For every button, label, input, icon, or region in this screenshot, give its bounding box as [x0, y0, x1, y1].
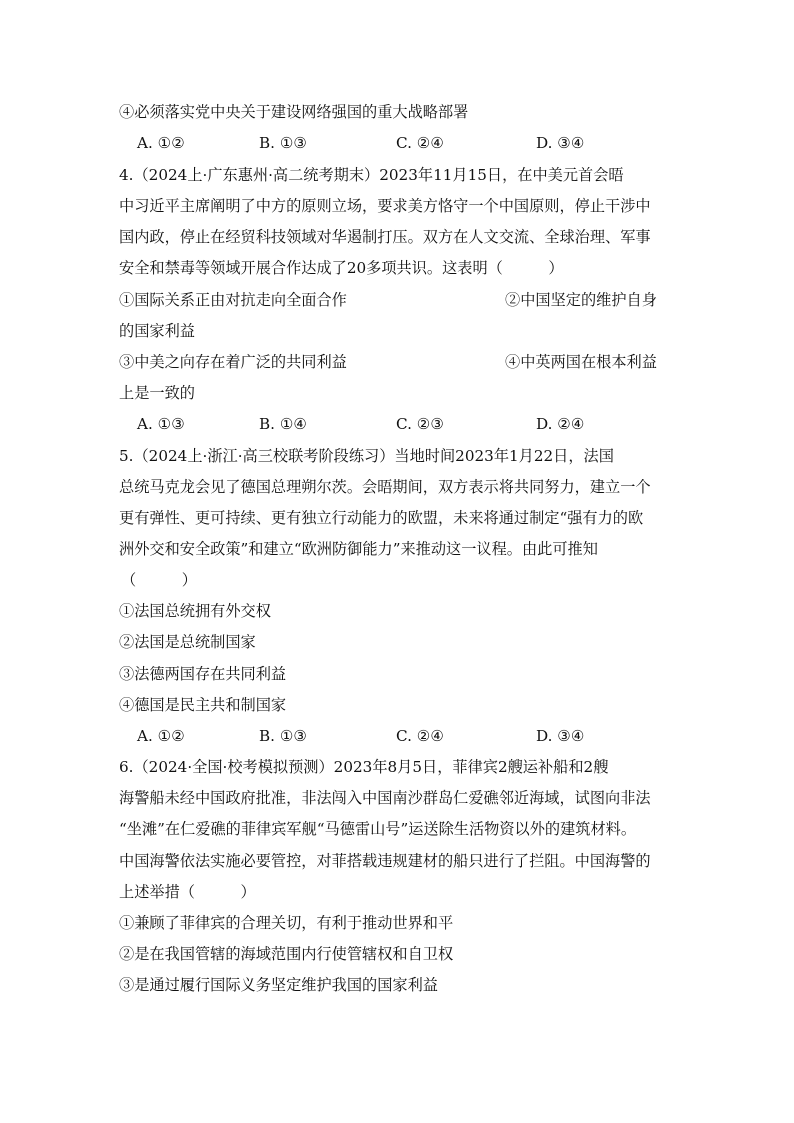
q5-stem-line-2: 总统马克龙会见了德国总理朔尔茨。会晤期间，双方表示将共同努力，建立一个	[119, 478, 651, 496]
q3-choice-b[interactable]: B. ①③	[259, 134, 308, 152]
q3-choice-d[interactable]: D. ③④	[536, 134, 585, 152]
q5-option-3: ③法德两国存在共同利益	[119, 665, 287, 683]
q6-stem-line-1: 6.（2024·全国·校考模拟预测）2023年8月5日，菲律宾2艘运补船和2艘	[119, 758, 609, 776]
q6-stem-line-3: “坐滩”在仁爱礁的菲律宾军舰“马德雷山号”运送除生活物资以外的建筑材料。	[119, 820, 637, 838]
q5-option-2: ②法国是总统制国家	[119, 633, 256, 651]
q5-answer-choices	[137, 726, 697, 746]
q4-stem-line-2: 中习近平主席阐明了中方的原则立场，要求美方恪守一个中国原则，停止干涉中	[119, 197, 651, 215]
q3-option-4: ④必须落实党中央关于建设网络强国的重大战略部署	[119, 103, 469, 121]
q5-choice-c[interactable]: C. ②④	[396, 727, 444, 745]
q4-stem-line-3: 国内政，停止在经贸科技领域对华遏制打压。双方在人文交流、全球治理、军事	[119, 228, 651, 246]
q4-stem-line-4: 安全和禁毒等领域开展合作达成了20多项共识。这表明（ ）	[119, 259, 564, 277]
q4-choice-a[interactable]: A. ①③	[137, 415, 185, 433]
q6-option-2: ②是在我国管辖的海域范围内行使管辖权和自卫权	[119, 945, 454, 963]
q5-choice-b[interactable]: B. ①③	[259, 727, 308, 745]
q5-choice-a[interactable]: A. ①②	[137, 727, 185, 745]
q5-option-1: ①法国总统拥有外交权	[119, 602, 271, 620]
q3-choice-a[interactable]: A. ①②	[137, 134, 185, 152]
q5-stem-line-5: （ ）	[121, 571, 197, 589]
q4-option-4-part-2: 上是一致的	[119, 384, 195, 402]
q5-option-4: ④德国是民主共和制国家	[119, 696, 287, 714]
q3-choice-c[interactable]: C. ②④	[396, 134, 444, 152]
q6-stem-line-5: 上述举措（ ）	[119, 883, 256, 901]
q5-stem-line-4: 洲外交和安全政策”和建立“欧洲防御能力”来推动这一议程。由此可推知	[119, 540, 598, 558]
q5-stem-line-1: 5.（2024上·浙江·高三校联考阶段练习）当地时间2023年1月22日，法国	[119, 447, 614, 465]
q5-stem-line-3: 更有弹性、更可持续、更有独立行动能力的欧盟，未来将通过制定“强有力的欧	[119, 509, 644, 527]
q4-answer-choices	[137, 414, 697, 434]
q4-choice-b[interactable]: B. ①④	[259, 415, 308, 433]
q4-option-4-part-1: ④中英两国在根本利益	[505, 353, 657, 371]
q5-choice-d[interactable]: D. ③④	[536, 727, 585, 745]
q4-option-1: ①国际关系正由对抗走向全面合作	[119, 291, 347, 309]
q6-option-1: ①兼顾了菲律宾的合理关切，有利于推动世界和平	[119, 914, 454, 932]
q4-choice-d[interactable]: D. ②④	[536, 415, 585, 433]
q4-choice-c[interactable]: C. ②③	[396, 415, 444, 433]
q6-stem-line-2: 海警船未经中国政府批准，非法闯入中国南沙群岛仁爱礁邻近海域，试图向非法	[119, 789, 651, 807]
q4-option-2-part-1: ②中国坚定的维护自身	[505, 291, 657, 309]
q3-answer-choices	[137, 133, 697, 153]
q6-option-3: ③是通过履行国际义务坚定维护我国的国家利益	[119, 976, 438, 994]
q6-stem-line-4: 中国海警依法实施必要管控，对菲搭载违规建材的船只进行了拦阻。中国海警的	[119, 852, 651, 870]
q4-stem-line-1: 4.（2024上·广东惠州·高二统考期末）2023年11月15日，在中美元首会晤	[119, 166, 624, 184]
q4-option-3: ③中美之向存在着广泛的共同利益	[119, 353, 347, 371]
q4-option-2-part-2: 的国家利益	[119, 322, 195, 340]
